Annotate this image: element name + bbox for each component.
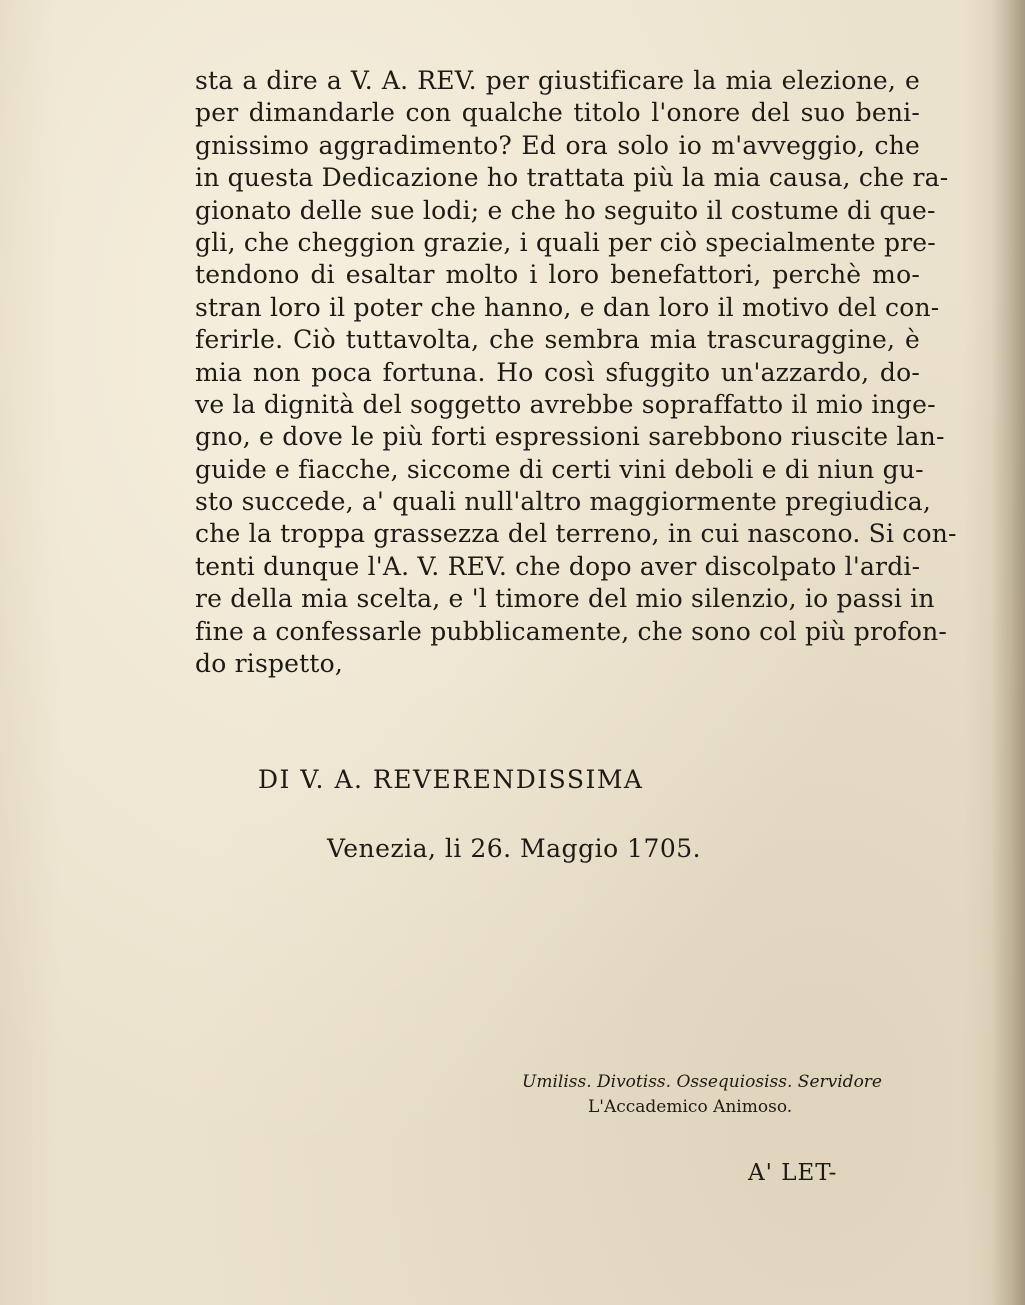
text-line: fine a confessarle pubblicamente, che sono col più profon- <box>195 616 948 646</box>
text-line: che la troppa grassezza del terreno, in cui nascono. Si con- <box>195 519 957 549</box>
signature-formula: Umiliss. Divotiss. Ossequiosiss. Servidore <box>522 1072 882 1092</box>
catchword: A' LET- <box>748 1160 838 1186</box>
text-line: ve la dignità del soggetto avrebbe sopraffatto il mio inge- <box>195 389 936 419</box>
signature-name: L'Accademico Animoso. <box>588 1097 793 1117</box>
text-line: re della mia scelta, e 'l timore del mio silenzio, io passi in <box>195 584 935 614</box>
page-edge-shadow <box>991 0 1025 1305</box>
text-line: sta a dire a V. A. REV. per giustificare la mia elezione, e <box>195 66 920 95</box>
text-line: gli, che cheggion grazie, i quali per ciò specialmente pre- <box>195 227 936 257</box>
text-line: per dimandarle con qualche titolo l'onore del suo beni- <box>195 98 920 128</box>
text-line: stran loro il poter che hanno, e dan loro il motivo del con- <box>195 292 940 322</box>
text-line: ferirle. Ciò tuttavolta, che sembra mia trascuraggine, è <box>195 325 920 355</box>
text-line: gionato delle sue lodi; e che ho seguito il costume di que- <box>195 195 936 225</box>
text-line: mia non poca fortuna. Ho così sfuggito un'azzardo, do- <box>195 357 920 387</box>
text-line: tendono di esaltar molto i loro benefattori, perchè mo- <box>195 260 920 290</box>
dateline: Venezia, li 26. Maggio 1705. <box>327 834 702 863</box>
closing-salutation: DI V. A. REVERENDISSIMA <box>258 765 644 794</box>
text-line: tenti dunque l'A. V. REV. che dopo aver discolpato l'ardi- <box>195 551 921 581</box>
text-line: gno, e dove le più forti espressioni sarebbono riuscite lan- <box>195 422 945 452</box>
text-line: gnissimo aggradimento? Ed ora solo io m'avveggio, che <box>195 130 920 160</box>
text-line: guide e fiacche, siccome di certi vini deboli e di niun gu- <box>195 454 924 484</box>
text-line: in questa Dedicazione ho trattata più la mia causa, che ra- <box>195 163 949 193</box>
dedication-body <box>195 65 957 680</box>
text-line: sto succede, a' quali null'altro maggiormente pregiudica, <box>195 487 932 517</box>
text-line: do rispetto, <box>195 649 344 679</box>
